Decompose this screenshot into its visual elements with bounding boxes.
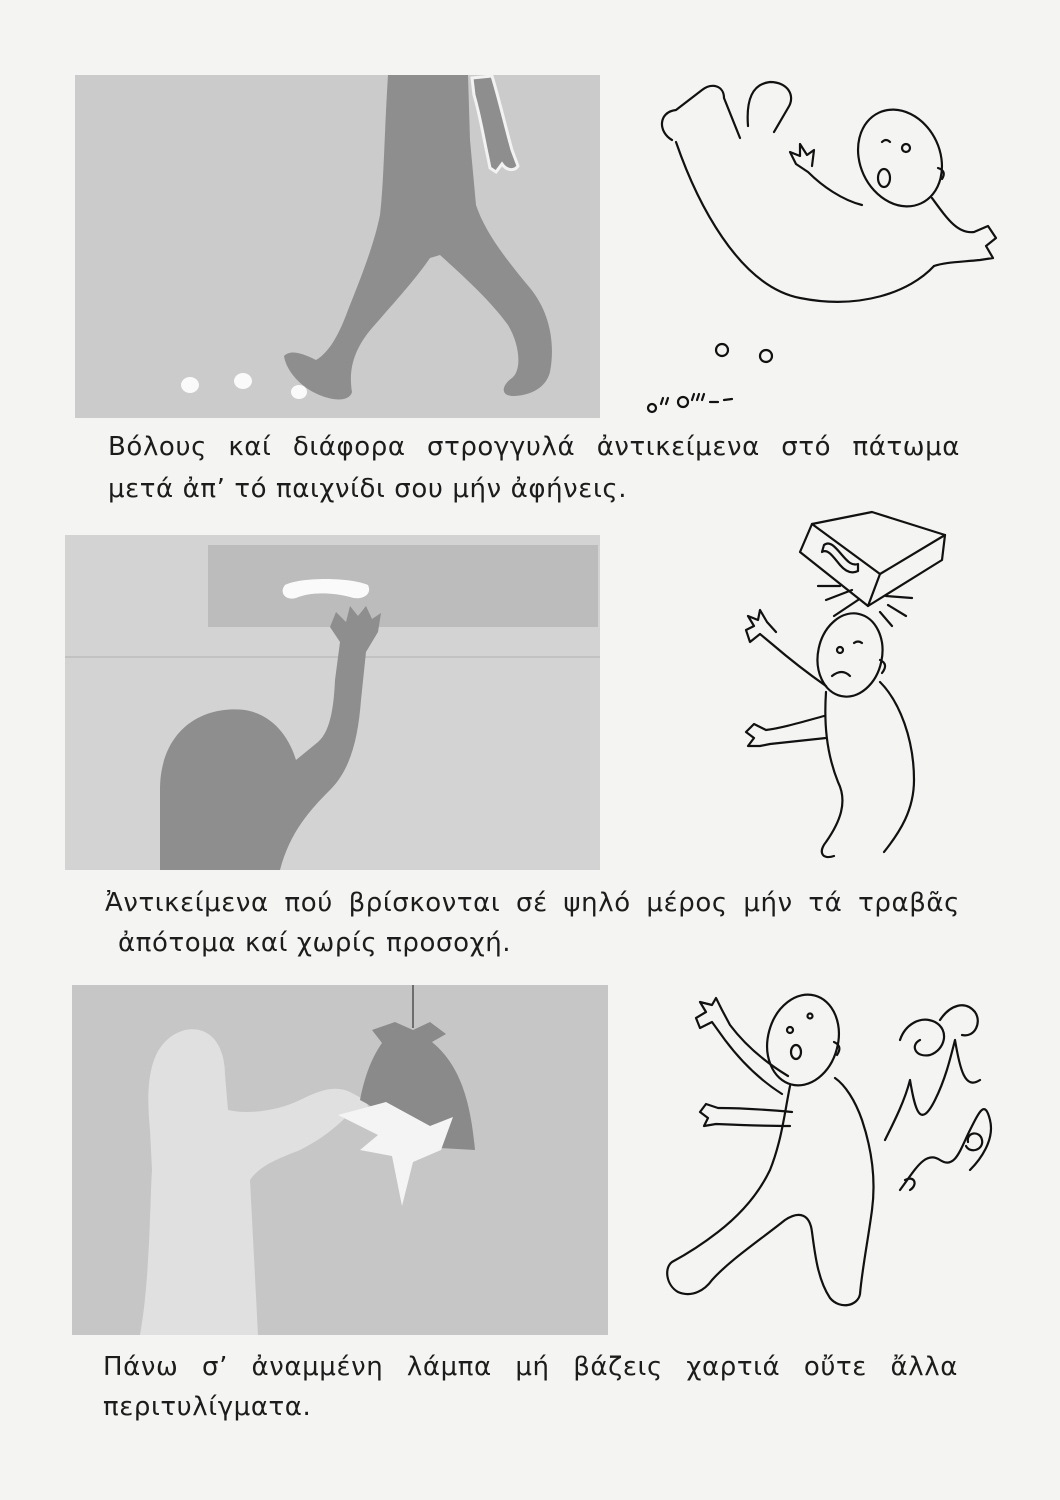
caption-3-line-1: Πάνω σ’ ἀναμμένη λάμπα μή βάζεις χαρτιά οὔτε ἄλλα (103, 1352, 958, 1382)
cartoon-body (667, 1078, 873, 1305)
caption-1-line-1: Βόλους καί διάφορα στρογγυλά ἀντικείμενα στό πάτωμα (108, 432, 960, 462)
cartoon-mouth (832, 672, 850, 676)
caption-2-line-1: Ἀντικείμενα πού βρίσκονται σέ ψηλό μέρος μήν τά τραβᾶς (105, 888, 960, 918)
child-pulling-drawer-icon (65, 535, 600, 870)
cartoon-arm (696, 998, 788, 1094)
cartoon-head (810, 607, 890, 702)
falling-drawer (812, 512, 945, 574)
cartoon-body (822, 692, 843, 857)
marble (181, 377, 199, 393)
cartoon-body (676, 142, 934, 302)
cartoon-arm (790, 144, 862, 205)
caption-2-line-2: ἀπότομα καί χωρίς προσοχή. (118, 928, 512, 958)
cartoon-eye (902, 144, 910, 152)
caption-1-line-2: μετά ἀπ’ τό παιχνίδι σου μήν ἀφήνεις. (108, 474, 628, 504)
cartoon-eye (882, 140, 890, 142)
cartoon-leg (662, 86, 740, 140)
drawer-front (208, 545, 598, 627)
caption-3-line-2: περιτυλίγματα. (103, 1392, 312, 1422)
marble (234, 373, 252, 389)
falling-drawer (868, 535, 945, 606)
marble (648, 404, 656, 412)
cartoon-body (880, 682, 914, 852)
cartoon-eye (837, 647, 843, 653)
cartoon-eye (854, 642, 862, 644)
flame (905, 1179, 915, 1190)
cartoon-arm (746, 610, 826, 686)
marble (291, 385, 307, 399)
child-slipping-on-marbles-icon (648, 82, 996, 412)
cartoon-head (843, 96, 958, 220)
marble (716, 344, 728, 356)
cartoon-mouth (791, 1045, 801, 1059)
impact-lines (818, 586, 912, 626)
child-near-fire-icon (667, 987, 991, 1306)
cartoon-arm (932, 198, 996, 266)
cartoon-arm (700, 1104, 792, 1126)
cartoon-eye (808, 1014, 813, 1019)
walking-legs-marbles-icon (75, 75, 600, 418)
marble (760, 350, 772, 362)
flame (940, 1005, 978, 1035)
flame (900, 1020, 944, 1056)
cartoon-eye (787, 1027, 793, 1033)
cartoon-arm (746, 716, 826, 746)
cartoon-mouth (878, 169, 890, 187)
cartoon-foot (748, 82, 791, 132)
flame (966, 1133, 982, 1150)
paper-on-lamp-icon (72, 985, 608, 1335)
marble (678, 397, 688, 407)
falling-drawer-handle (822, 543, 858, 572)
motion-lines (661, 394, 732, 404)
drawer-falling-on-head-icon (746, 512, 945, 857)
